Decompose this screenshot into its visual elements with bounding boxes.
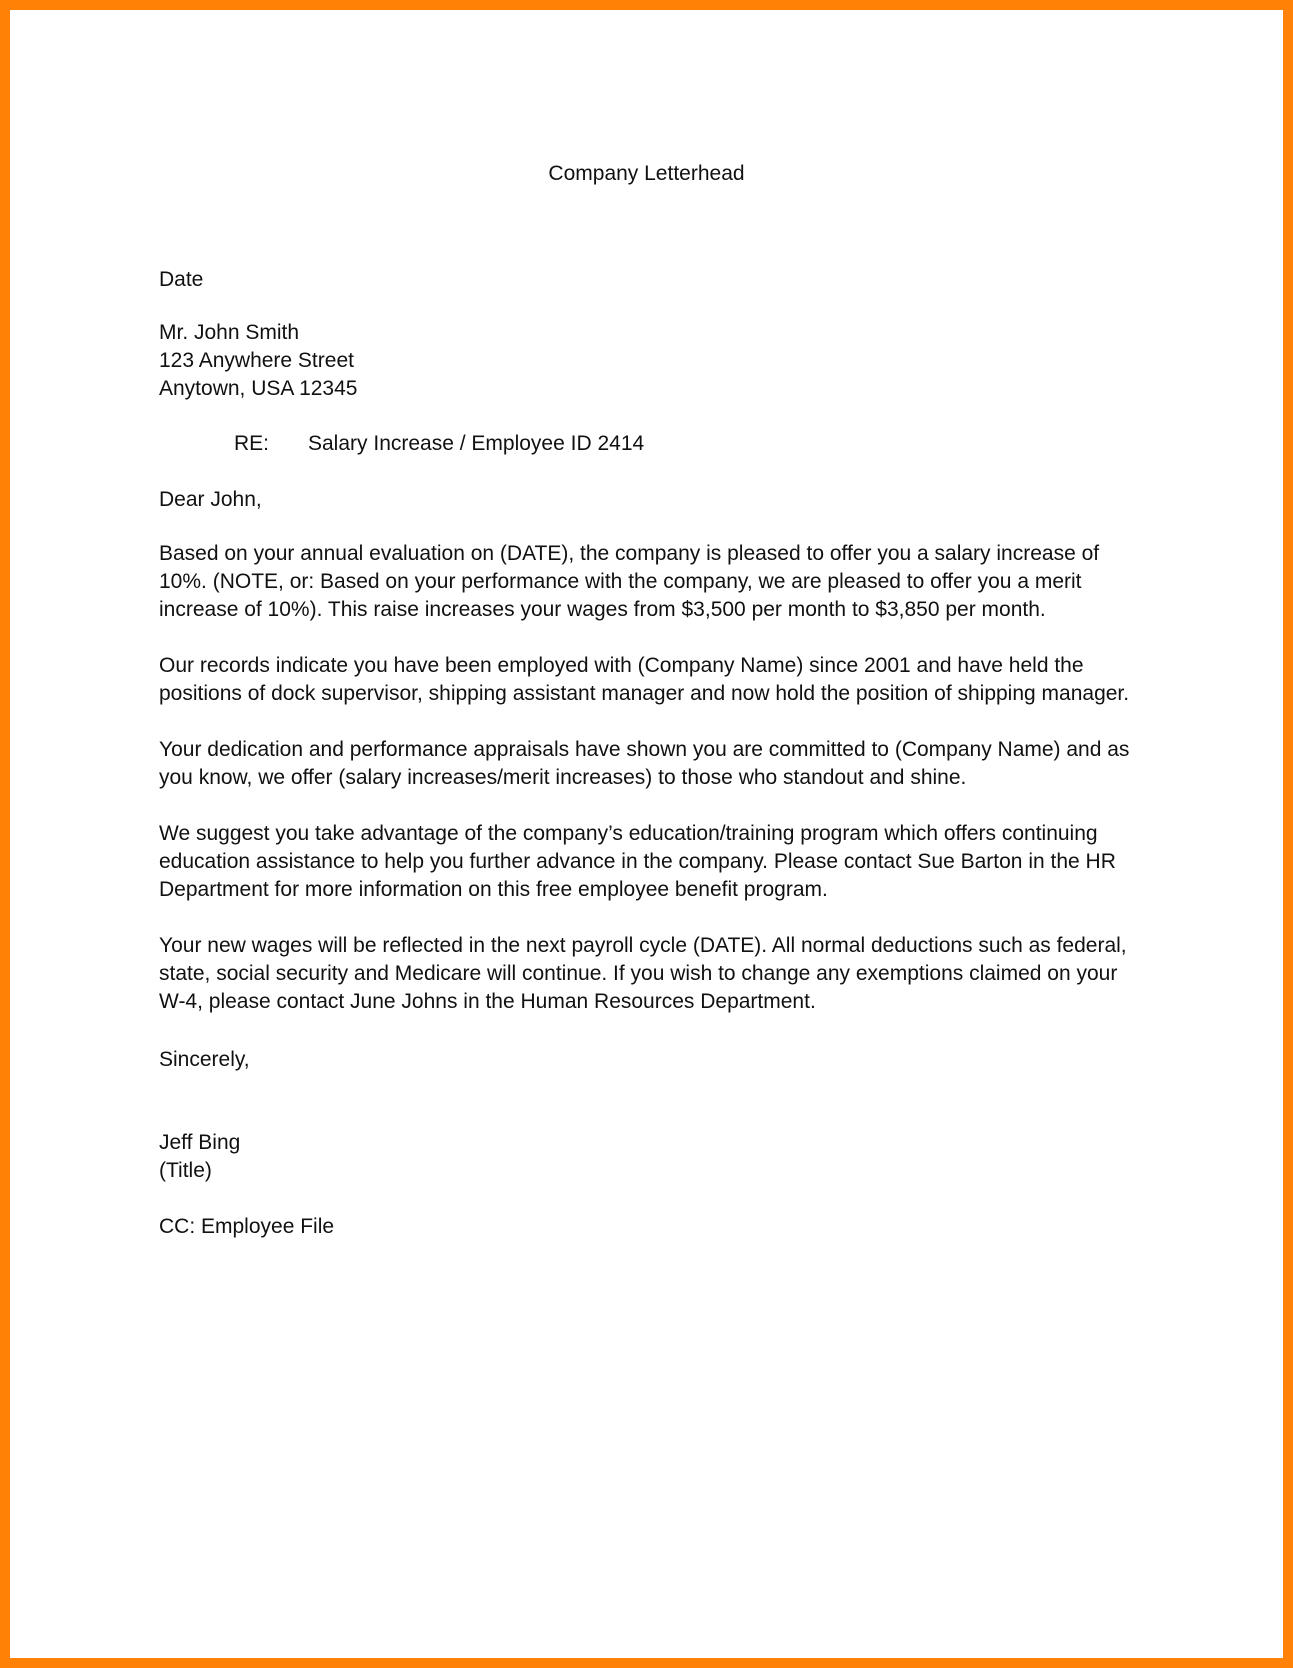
paragraph-line: Department for more information on this free employee benefit program. <box>159 878 828 901</box>
paragraph-line: increase of 10%). This raise increases your wages from $3,500 per month to $3,850 per month. <box>159 598 1046 621</box>
paragraph-line: Your dedication and performance appraisals have shown you are committed to (Company Name) and as <box>159 738 1130 761</box>
recipient-name: Mr. John Smith <box>159 321 300 344</box>
subject-text: Salary Increase / Employee ID 2414 <box>308 432 645 455</box>
paragraph-line: positions of dock supervisor, shipping assistant manager and now hold the position of shipping manager. <box>159 682 1130 705</box>
subject-label: RE: <box>234 432 270 455</box>
closing: Sincerely, <box>159 1048 250 1071</box>
paragraph <box>159 932 1139 1016</box>
paragraph-line: Our records indicate you have been employed with (Company Name) since 2001 and have held the <box>159 654 1084 677</box>
signature-block <box>159 1129 1139 1185</box>
recipient-address <box>159 319 1139 403</box>
recipient-city: Anytown, USA 12345 <box>159 377 358 400</box>
paragraph-line: Based on your annual evaluation on (DATE), the company is pleased to offer you a salary increase of <box>159 542 1100 565</box>
paragraph-line: you know, we offer (salary increases/merit increases) to those who standout and shine. <box>159 766 967 789</box>
paragraph <box>159 652 1139 708</box>
signer-name: Jeff Bing <box>159 1131 241 1154</box>
letter-date: Date <box>159 268 204 291</box>
paragraph-line: education assistance to help you further advance in the company. Please contact Sue Barton in the HR <box>159 850 1116 873</box>
paragraph <box>159 540 1139 624</box>
paragraph-line: W-4, please contact June Johns in the Human Resources Department. <box>159 990 816 1013</box>
paragraph-line: Your new wages will be reflected in the next payroll cycle (DATE). All normal deductions such as federal, <box>159 934 1127 957</box>
paragraph-line: 10%. (NOTE, or: Based on your performance with the company, we are pleased to offer you a merit <box>159 570 1082 593</box>
letterhead: Company Letterhead <box>548 162 745 185</box>
paragraph-line: state, social security and Medicare will continue. If you wish to change any exemptions claimed on your <box>159 962 1118 985</box>
paragraph-line: We suggest you take advantage of the company’s education/training program which offers continuing <box>159 822 1098 845</box>
subject-line <box>234 430 644 458</box>
signer-title: (Title) <box>159 1159 212 1182</box>
paragraph <box>159 820 1139 904</box>
cc-line: CC: Employee File <box>159 1215 335 1238</box>
salutation: Dear John, <box>159 488 262 511</box>
recipient-street: 123 Anywhere Street <box>159 349 354 372</box>
paragraph <box>159 736 1139 792</box>
